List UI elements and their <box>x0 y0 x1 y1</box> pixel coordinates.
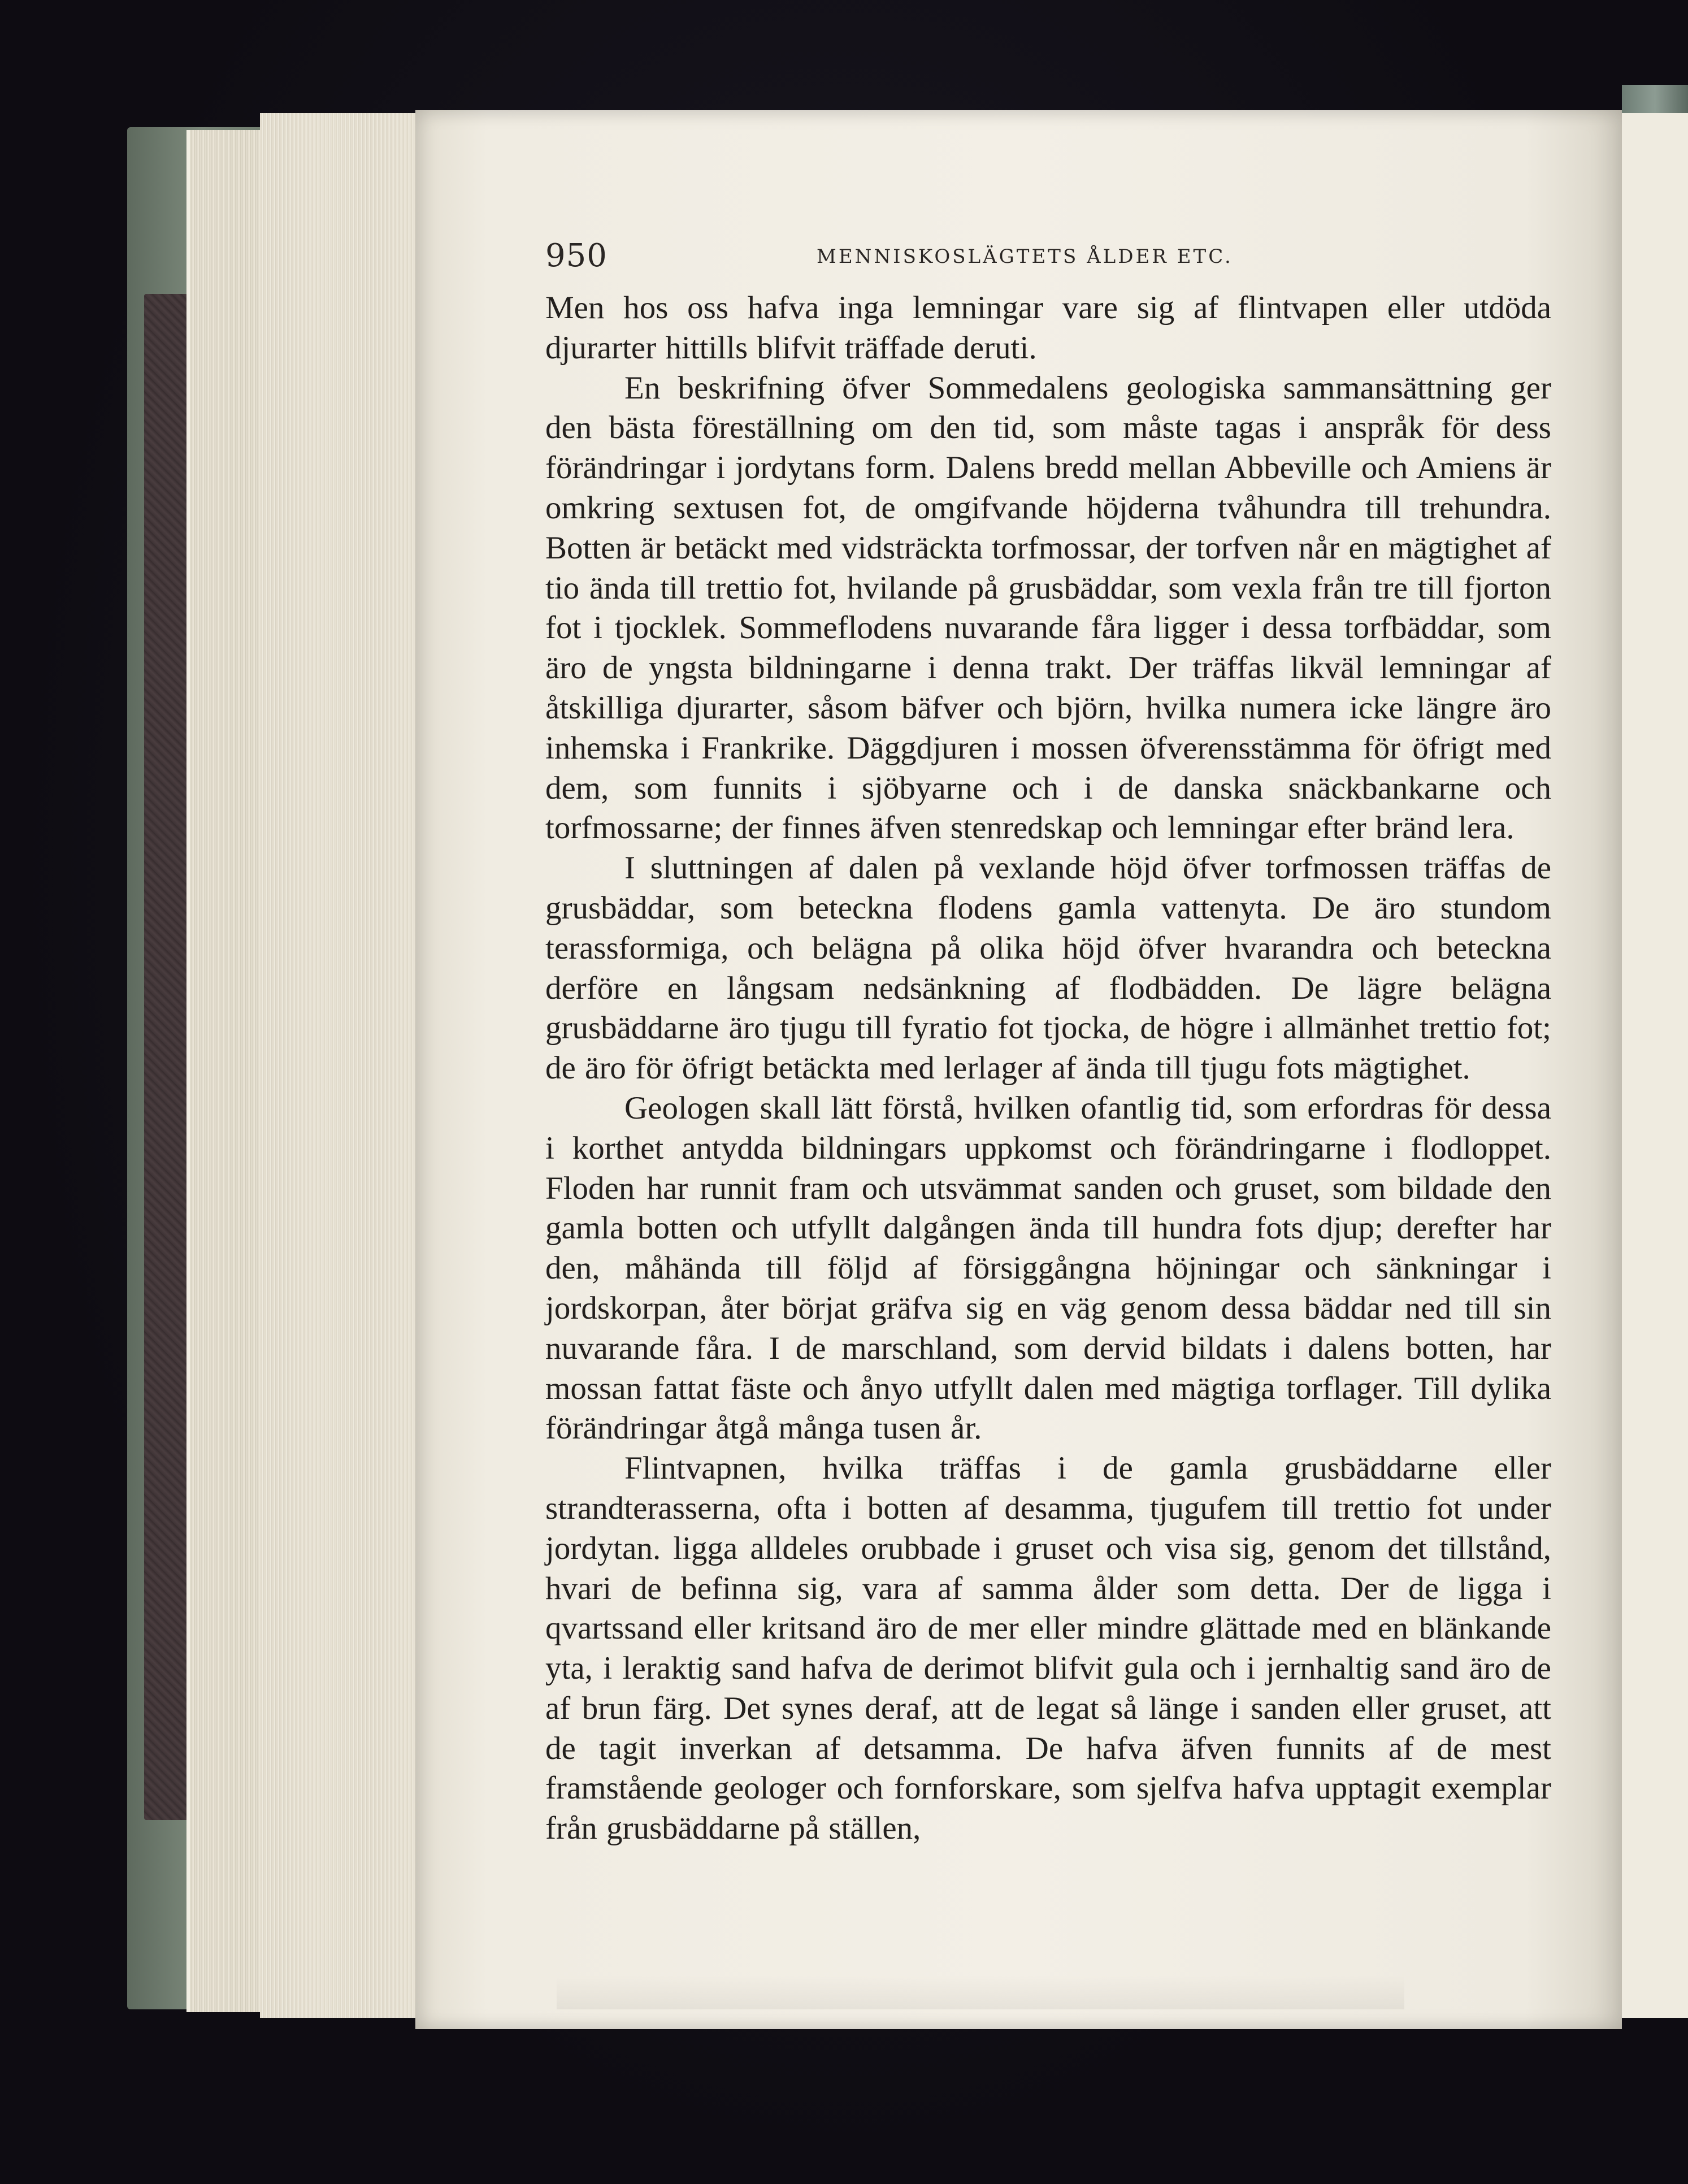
running-head <box>545 237 1619 288</box>
paragraph: I sluttningen af dalen på vexlande höjd öfver torfmossen träffas de grusbäddar, som beteckna flodens gamla vattenyta. De äro stundom terassformiga, och belägna på olika höjd öfver hvarandra och beteckna derföre en långsam nedsänkning af flodbädden. De lägre belägna grusbäddarne äro tjugu till fyratio fot tjocka, de högre i allmänhet trettio fot; de äro för öfrigt betäckta med lerlager af ända till tjugu fots mägtighet. <box>545 850 1551 1086</box>
show-through-shadow <box>557 1975 1404 2009</box>
page-edges-inner <box>260 113 418 2018</box>
facing-page-edge <box>1622 113 1688 2018</box>
paragraph: Geologen skall lätt förstå, hvilken ofantlig tid, som erfordras för dessa i korthet antydda bildningars uppkomst och förändringarne i flodloppet. Floden har runnit fram och utsvämmat sanden och gruset, som bildade den gamla botten och utfyllt dalgången ända till hundra fots djup; derefter har den, måhända till följd af försiggångna höjningar och sänkningar i jordskorpan, åter börjat gräfva sig en väg genom dessa bäddar ned till sin nuvarande fåra. I de marschland, som dervid bildats i dalens botten, har mossan fattat fäste och ånyo utfyllt dalen med mägtiga torflager. Till dylika förändringar åtgå många tusen år. <box>545 1090 1551 1446</box>
paragraph: En beskrifning öfver Sommedalens geologiska sammansättning ger den bästa föreställning om den tid, som måste tagas i anspråk för dess förändringar i jordytans form. Dalens bredd mellan Abbeville och Amiens är omkring sextusen fot, de omgifvande höjderna tvåhundra till trehundra. Botten är betäckt med vidsträckta torfmossar, der torfven når en mägtighet af tio ända till trettio fot, hvilande på grusbäddar, som vexla från tre till fjorton fot i tjocklek. Sommeflodens nuvarande fåra ligger i dessa torfbäddar, som äro de yngsta bildningarne i denna trakt. Der träffas likväl lemningar af åtskilliga djurarter, såsom bäfver och björn, hvilka numera icke längre äro inhemska i Frankrike. Däggdjuren i mossen öfverensstämma för öfrigt med dem, som funnits i sjöbyarne och i de danska snäckbankarne och torfmossarne; der finnes äfven stenredskap och lemningar efter bränd lera. <box>545 370 1551 846</box>
body-text <box>545 288 1551 1849</box>
running-head-title: MENNISKOSLÄGTETS ÅLDER ETC. <box>817 245 1233 268</box>
paragraph: Flintvapnen, hvilka träffas i de gamla grusbäddarne eller strandterasserna, ofta i botten af desamma, tjugufem till trettio fot under jordytan. ligga alldeles orubbade i gruset och visa sig, genom det tillstånd, hvari de befinna sig, vara af samma ålder som detta. Der de ligga i qvartssand eller kritsand äro de mer eller mindre glättade med en blänkande yta, i leraktig sand hafva de derimot blifvit gula och i jernhaltig sand äro de af brun färg. Det synes deraf, att de legat så länge i sanden eller gruset, att de tagit inverkan af detsamma. De hafva äfven funnits af de mest framstående geologer och fornforskare, som sjelfva hafva upptagit exemplar från grusbäddarne på ställen, <box>545 1450 1551 1847</box>
book-page <box>415 110 1622 2029</box>
page-number: 950 <box>545 237 607 274</box>
paragraph: Men hos oss hafva inga lemningar vare sig af flintvapen eller utdöda djurarter hittills blifvit träffade deruti. <box>545 290 1551 366</box>
